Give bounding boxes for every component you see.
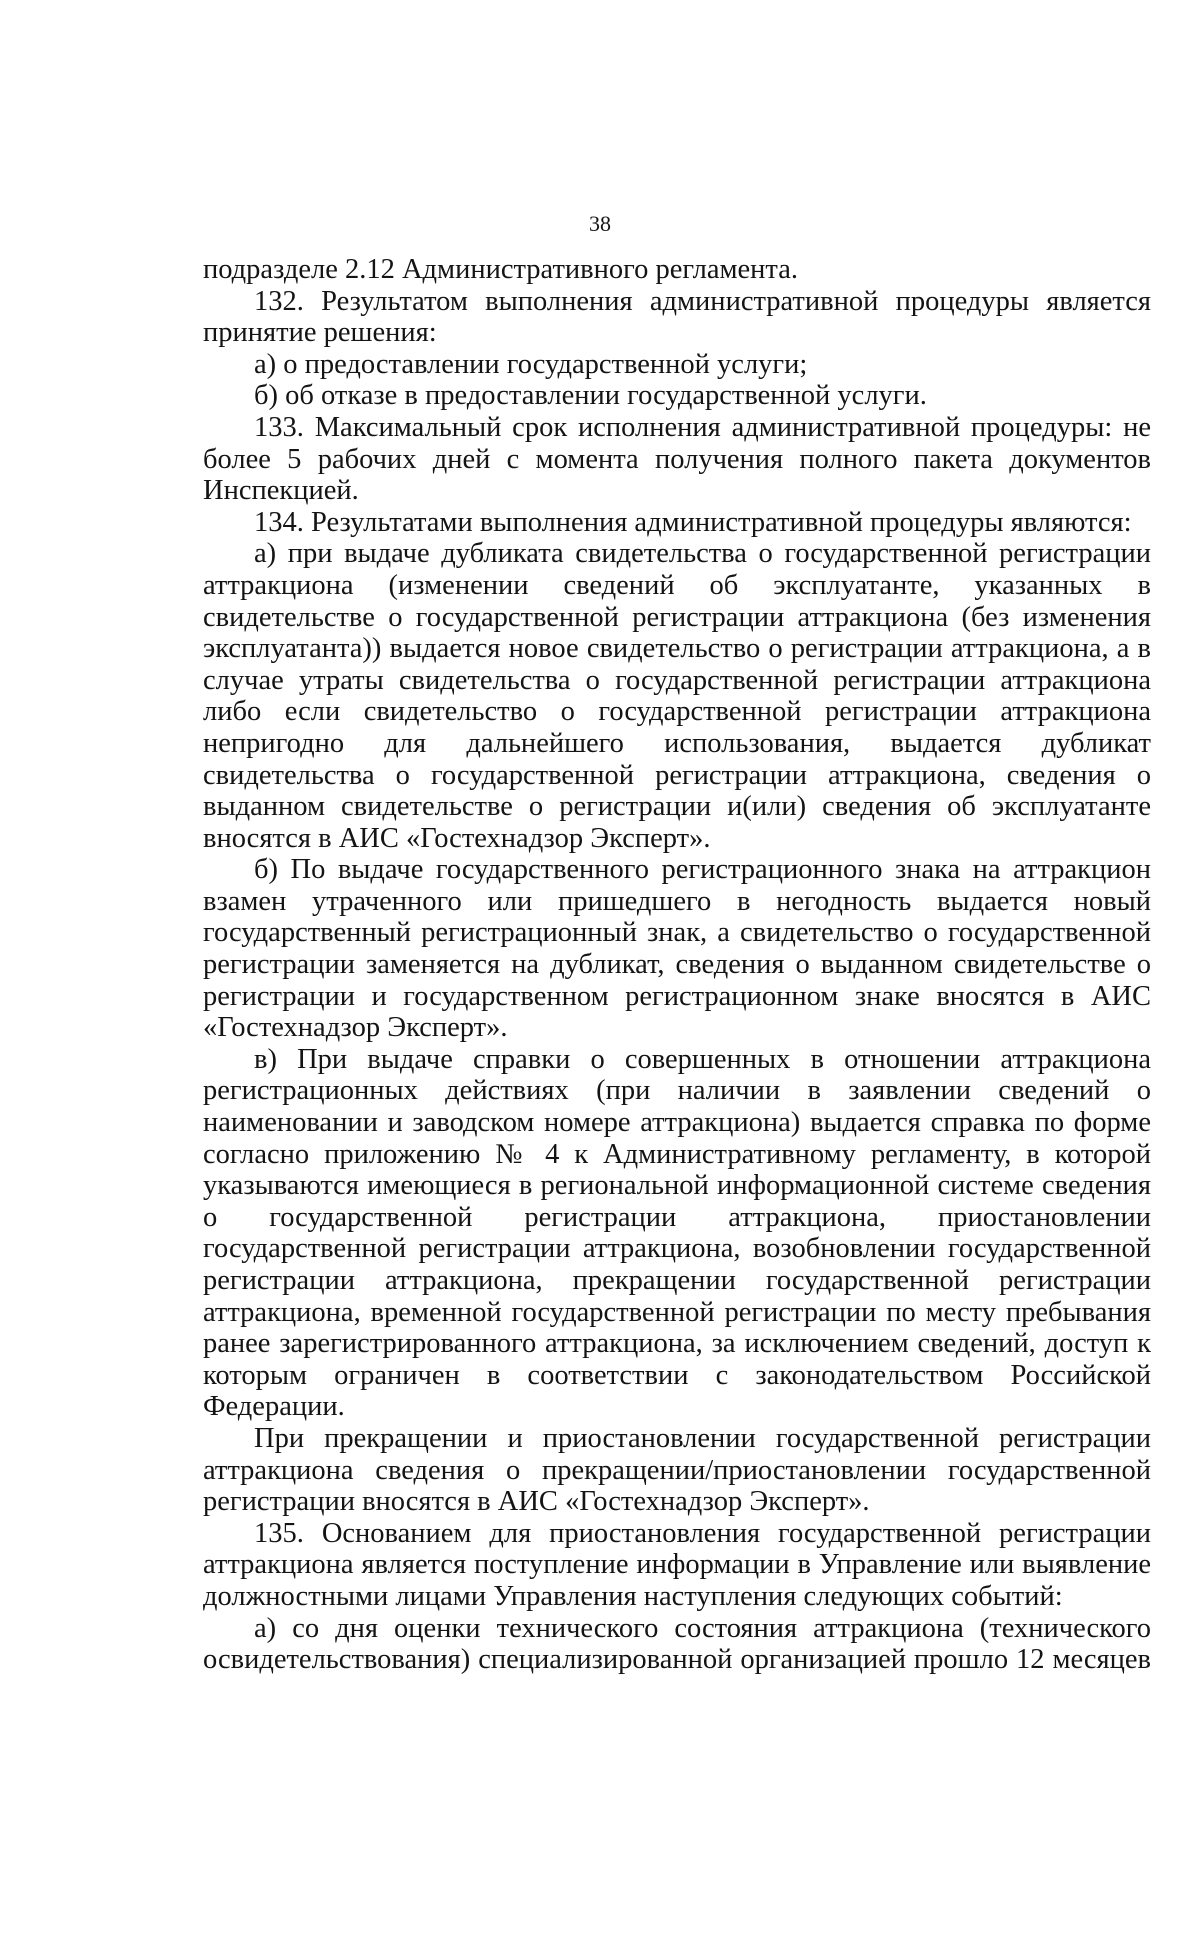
paragraph-134-b: б) По выдаче государственного регистрационного знака на аттракцион взамен утраченного или пришедшего в негодность выдается новый государственный регистрационный знак, а свидетельство о государственной регистрации заменяется на дубликат, сведения о выданном свидетельстве о регистрации и государственном регистрационном знаке вносятся в АИС «Гостехнадзор Эксперт».	[203, 854, 1151, 1044]
paragraph-134-a: а) при выдаче дубликата свидетельства о государственной регистрации аттракциона (изменении сведений об эксплуатанте, указанных в свидетельстве о государственной регистрации аттракциона (без изменения эксплуатанта)) выдается новое свидетельство о регистрации аттракциона, а в случае утраты свидетельства о государственной регистрации аттракциона либо если свидетельство о государственной регистрации аттракциона непригодно для дальнейшего использования, выдается дубликат свидетельства о государственной регистрации аттракциона, сведения о выданном свидетельстве о регистрации и(или) сведения об эксплуатанте вносятся в АИС «Гостехнадзор Эксперт».	[203, 538, 1151, 854]
paragraph-135: 135. Основанием для приостановления государственной регистрации аттракциона является поступление информации в Управление или выявление должностными лицами Управления наступления следующих событий:	[203, 1517, 1151, 1612]
paragraph-133: 133. Максимальный срок исполнения административной процедуры: не более 5 рабочих дней с момента получения полного пакета документов Инспекцией.	[203, 411, 1151, 507]
paragraph-132: 132. Результатом выполнения административной процедуры является принятие решения:	[203, 285, 1151, 349]
paragraph-termination: При прекращении и приостановлении государственной регистрации аттракциона сведения о прекращении/приостановлении государственной регистрации вносятся в АИС «Гостехнадзор Эксперт».	[203, 1422, 1151, 1518]
paragraph-135-a: а) со дня оценки технического состояния аттракциона (технического освидетельствования) специализированной организацией прошло 12 месяцев	[203, 1612, 1151, 1676]
paragraph-134-c: в) При выдаче справки о совершенных в отношении аттракциона регистрационных действиях (при наличии в заявлении сведений о наименовании и заводском номере аттракциона) выдается справка по форме согласно приложению № 4 к Административному регламенту, в которой указываются имеющиеся в региональной информационной системе сведения о государственной регистрации аттракциона, приостановлении государственной регистрации аттракциона, возобновлении государственной регистрации аттракциона, прекращении государственной регистрации аттракциона, временной государственной регистрации по месту пребывания ранее зарегистрированного аттракциона, за исключением сведений, доступ к которым ограничен в соответствии с законодательством Российской Федерации.	[203, 1043, 1151, 1423]
paragraph: подразделе 2.12 Административного регламента.	[203, 254, 799, 285]
paragraph-132-b: б) об отказе в предоставлении государственной услуги.	[254, 380, 927, 412]
paragraph-134: 134. Результатами выполнения административной процедуры являются:	[254, 506, 1132, 538]
page-number: 38	[589, 211, 611, 236]
document-body	[203, 254, 1151, 1676]
paragraph-132-a: а) о предоставлении государственной услуги;	[254, 348, 808, 380]
